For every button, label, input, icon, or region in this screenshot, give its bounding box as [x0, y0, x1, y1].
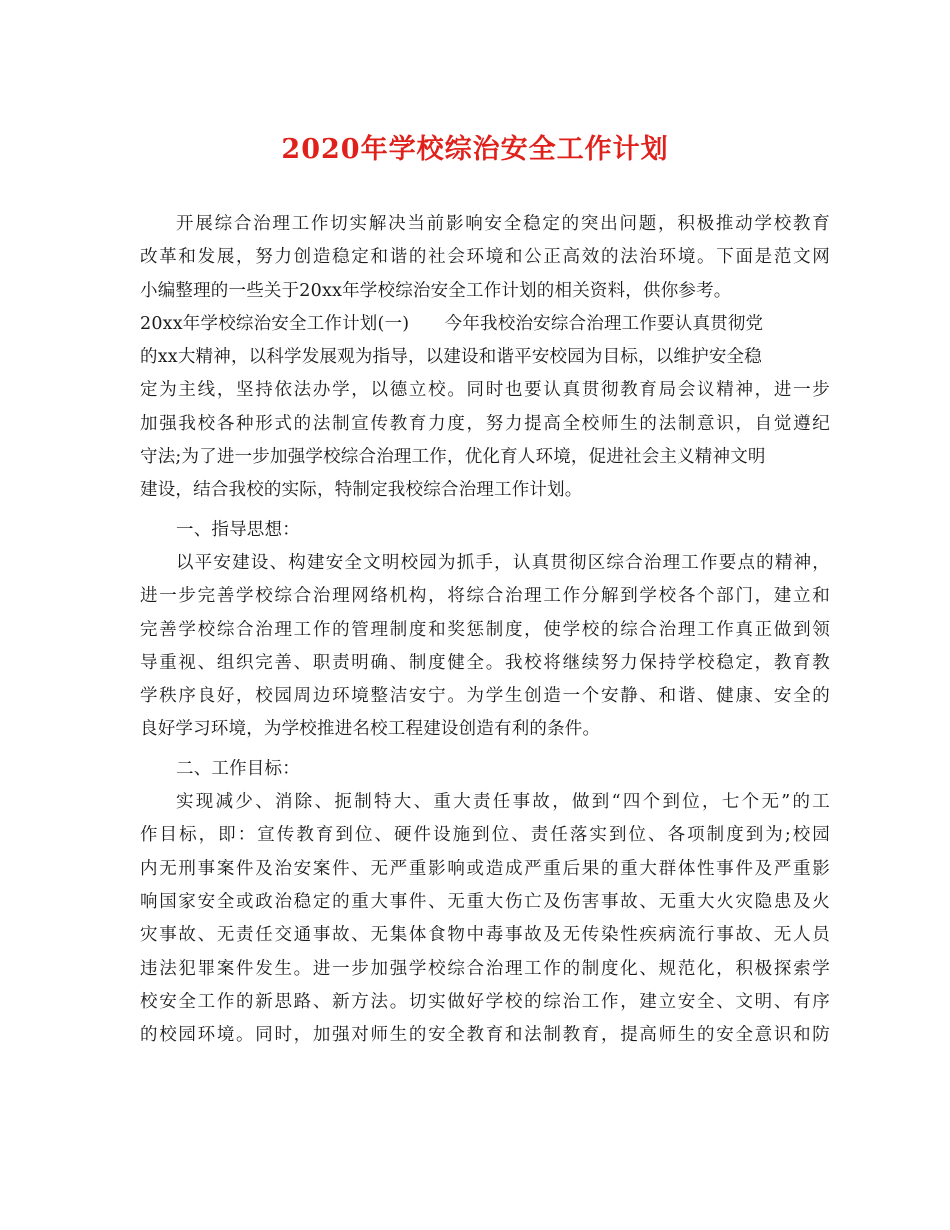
text-line: 的xx大精神，以科学发展观为指导，以建设和谐平安校园为目标，以维护安全稳 [140, 347, 762, 368]
text-line: 实现减少、消除、扼制特大、重大责任事故，做到“四个到位，七个无”的工 [176, 792, 830, 813]
text-line: 作目标，即：宣传教育到位、硬件设施到位、责任落实到位、各项制度到为;校园 [140, 825, 830, 846]
text-line: 以平安建设、构建安全文明校园为抓手，认真贯彻区综合治理工作要点的精神， [176, 552, 830, 573]
text-line: 小编整理的一些关于20xx年学校综治安全工作计划的相关资料，供你参考。 [140, 280, 732, 301]
text-line: 学秩序良好，校园周边环境整洁安宁。为学生创造一个安静、和谐、健康、安全的 [140, 686, 830, 707]
section-heading: 二、工作目标： [176, 758, 300, 779]
text-line: 守法;为了进一步加强学校综合治理工作，优化育人环境，促进社会主义精神文明 [140, 447, 766, 468]
document-title: 2020年学校综治安全工作计划 [281, 134, 669, 165]
text-line: 加强我校各种形式的法制宣传教育力度，努力提高全校师生的法制意识，自觉遵纪 [140, 413, 830, 434]
text-line: 校安全工作的新思路、新方法。切实做好学校的综治工作，建立安全、文明、有序 [140, 991, 830, 1012]
text-line: 灾事故、无责任交通事故、无集体食物中毒事故及无传染性疾病流行事故、无人员 [140, 925, 830, 946]
text-line: 违法犯罪案件发生。进一步加强学校综合治理工作的制度化、规范化，积极探索学 [140, 958, 830, 979]
text-line: 进一步完善学校综合治理网络机构，将综合治理工作分解到学校各个部门，建立和 [140, 586, 830, 607]
text-line: 良好学习环境，为学校推进名校工程建设创造有利的条件。 [140, 719, 601, 740]
text-line: 20xx年学校综治安全工作计划(一) 今年我校治安综合治理工作要认真贯彻党 [140, 313, 764, 334]
text-line: 改革和发展，努力创造稳定和谐的社会环境和公正高效的法治环境。下面是范文网 [140, 247, 830, 268]
text-line: 建设，结合我校的实际，特制定我校综合治理工作计划。 [140, 480, 583, 501]
text-line: 完善学校综合治理工作的管理制度和奖惩制度，使学校的综合治理工作真正做到领 [140, 619, 830, 640]
text-line: 导重视、组织完善、职责明确、制度健全。我校将继续努力保持学校稳定，教育教 [140, 652, 830, 673]
text-line: 内无刑事案件及治安案件、无严重影响或造成严重后果的重大群体性事件及严重影 [140, 858, 830, 879]
document-body [140, 208, 830, 1052]
section-heading: 一、指导思想： [176, 519, 300, 540]
text-line: 开展综合治理工作切实解决当前影响安全稳定的突出问题，积极推动学校教育 [176, 214, 830, 234]
text-line: 定为主线，坚持依法办学，以德立校。同时也要认真贯彻教育局会议精神，进一步 [140, 380, 830, 401]
text-line: 的校园环境。同时，加强对师生的安全教育和法制教育，提高师生的安全意识和防 [140, 1025, 830, 1046]
text-line: 响国家安全或政治稳定的重大事件、无重大伤亡及伤害事故、无重大火灾隐患及火 [140, 891, 830, 912]
